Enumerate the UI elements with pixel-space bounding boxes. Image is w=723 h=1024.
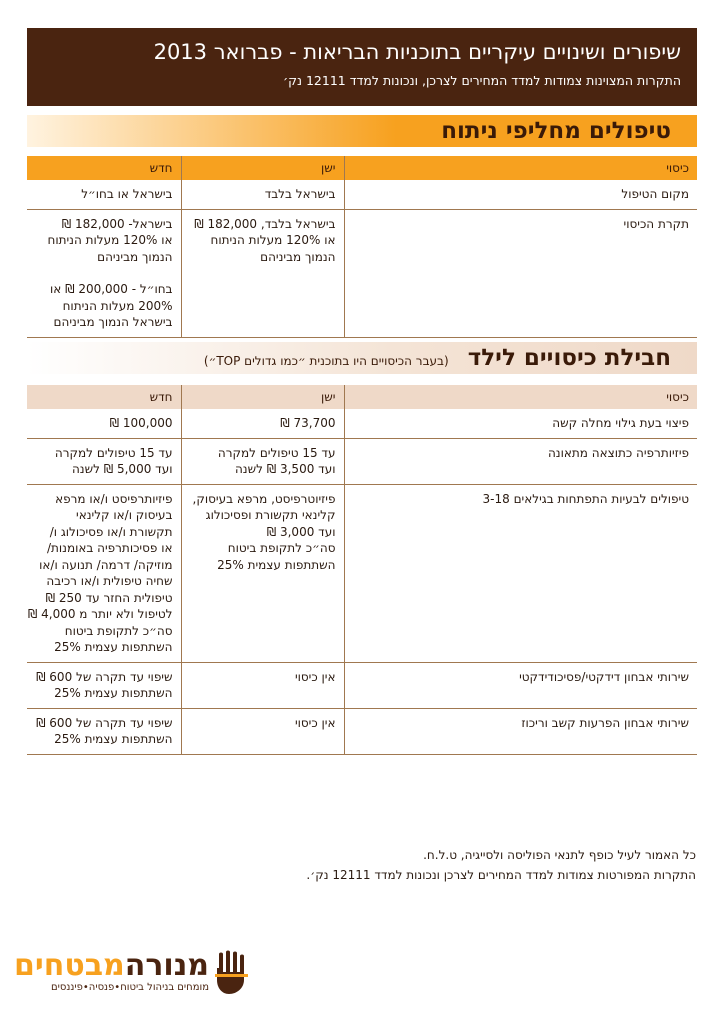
cell-line: 200% מעלות הניתוח [62, 298, 173, 313]
column-header: ישן [181, 156, 344, 180]
new-cell [27, 484, 181, 662]
old-cell [181, 708, 344, 754]
menorah-hand-icon [213, 950, 253, 996]
cell-line: אין כיסוי [294, 669, 336, 684]
cell-line: בישראל- 182,000 ₪ [61, 216, 173, 231]
section1-banner [27, 115, 697, 147]
cover-cell: מקום הטיפול [344, 180, 697, 209]
cell-line: טיפולית החזר עד 250 ₪ [45, 590, 173, 605]
cell-line: הנמוך מביניהם [97, 249, 173, 264]
new-cell [27, 708, 181, 754]
table-row [27, 662, 697, 708]
page-header [27, 28, 697, 106]
logo-tagline: מומחים בניהול ביטוח•פנסיה•פיננסים [51, 982, 209, 993]
cell-line: ועד 5,000 ₪ לשנה [71, 462, 173, 476]
page-subtitle: התקרות המצוינות צמודות למדד המחירים לצרכן, ונכונות למדד 12111 נק׳ [282, 73, 681, 88]
footer-line: כל האמור לעיל כופף לתנאי הפוליסה ולסייגיה, ט.ל.ח. [423, 848, 696, 862]
column-header: כיסוי [344, 156, 697, 180]
cell-line: השתתפות עצמית 25% [217, 557, 336, 572]
old-cell [181, 662, 344, 708]
cell-line: השתתפות עצמית 25% [54, 732, 173, 746]
cell-line: פיזיוטרפיסט, מרפא בעיסוק, [192, 491, 336, 506]
cell-line: בעיסוק ו/או קלינאי [76, 508, 173, 522]
cell-line: 100,000 ₪ [109, 416, 173, 430]
cell-line: ועד 3,500 ₪ לשנה [234, 462, 336, 476]
footer-notes [306, 845, 696, 885]
section2-banner [27, 342, 697, 374]
cover-cell: טיפולים לבעיות התפתחות בגילאים 3-18 [344, 484, 697, 662]
new-cell [27, 662, 181, 708]
cell-line: שחיה טיפולית ו/או רכיבה [46, 574, 173, 588]
old-cell [181, 484, 344, 662]
column-header: ישן [181, 385, 344, 409]
cell-line: סה״כ לתקופת ביטוח [64, 623, 173, 638]
cover-cell: תקרת הכיסוי [344, 209, 697, 337]
cell-line: שיפוי עד תקרה של 600 ₪ [36, 715, 173, 730]
table-header-row [27, 156, 697, 180]
table-row [27, 484, 697, 662]
cell-line: מוזיקה/ דרמה/ תנועה ו/או [39, 557, 173, 572]
cell-line: קלינאי תקשורת ופסיכולוג [205, 508, 336, 522]
table-row [27, 409, 697, 438]
cover-cell: שירותי אבחון הפרעות קשב וריכוז [344, 708, 697, 754]
cell-line: בישראל הנמוך מביניהם [53, 315, 173, 329]
cell-line: פיזיותרפיסט ו/או מרפא [55, 491, 173, 506]
table-header-row [27, 385, 697, 409]
column-header: חדש [27, 156, 181, 180]
table-row [27, 438, 697, 484]
new-cell [27, 409, 181, 438]
cover-cell: שירותי אבחון דידקטי/פסיכודידקטי [344, 662, 697, 708]
cell-line: לטיפול ולא יותר מ 4,000 ₪ [27, 607, 173, 621]
footer-line: התקרות המפורטות צמודות למדד המחירים לצרכן ונכונות למדד 12111 נק׳. [306, 868, 696, 882]
cell-line: עד 15 טיפולים למקרה [54, 445, 173, 460]
cell-line: הנמוך מביניהם [260, 249, 336, 264]
cell-line: או 120% מעלות הניתוח [47, 233, 173, 247]
cell-line: סה״כ לתקופת ביטוח [227, 541, 336, 555]
company-logo [14, 948, 257, 998]
cell-line: 73,700 ₪ [280, 416, 336, 430]
cell-line: אין כיסוי [294, 715, 336, 730]
cover-cell: פיזיותרפיה כתוצאה מתאונה [344, 438, 697, 484]
table-row [27, 180, 697, 209]
new-cell [27, 209, 181, 337]
section2-table [27, 385, 697, 755]
new-cell [27, 180, 181, 209]
cell-line: עד 15 טיפולים למקרה [217, 445, 336, 460]
section1-table [27, 156, 697, 338]
old-cell [181, 409, 344, 438]
section2-note: (בעבר הכיסויים היו בתוכנית ״כמו גדולים TOP״) [203, 354, 449, 368]
cell-line: תקשורת ו/או פסיכולוג ו/ [49, 524, 173, 539]
logo-word-1: מנורה [124, 948, 209, 983]
page-title: שיפורים ושינויים עיקריים בתוכניות הבריאות - פברואר 2013 [153, 40, 681, 64]
section2-title: חבילת כיסויים לילד [467, 345, 671, 371]
cell-line: ועד 3,000 ₪ [266, 524, 336, 539]
cell-line: השתתפות עצמית 25% [54, 640, 173, 654]
logo-word-2: מבטחים [14, 948, 125, 983]
cover-cell: פיצוי בעת גילוי מחלה קשה [344, 409, 697, 438]
new-cell [27, 438, 181, 484]
cell-line: בישראל בלבד [264, 187, 336, 201]
column-header: חדש [27, 385, 181, 409]
logo-wordmark [14, 948, 209, 984]
cell-line: השתתפות עצמית 25% [54, 686, 173, 700]
cell-line: או פסיכותרפיה באומנות/ [46, 541, 173, 555]
cell-line: בישראל בלבד, 182,000 ₪ [194, 216, 336, 231]
table-row [27, 209, 697, 337]
cell-line: או 120% מעלות הניתוח [210, 233, 336, 247]
old-cell [181, 180, 344, 209]
old-cell [181, 209, 344, 337]
old-cell [181, 438, 344, 484]
column-header: כיסוי [344, 385, 697, 409]
section1-title: טיפולים מחליפי ניתוח [441, 118, 671, 144]
cell-line: שיפוי עד תקרה של 600 ₪ [36, 669, 173, 684]
cell-line: בחו״ל - 200,000 ₪ או [49, 282, 173, 296]
table-row [27, 708, 697, 754]
cell-line: בישראל או בחו״ל [81, 187, 173, 201]
